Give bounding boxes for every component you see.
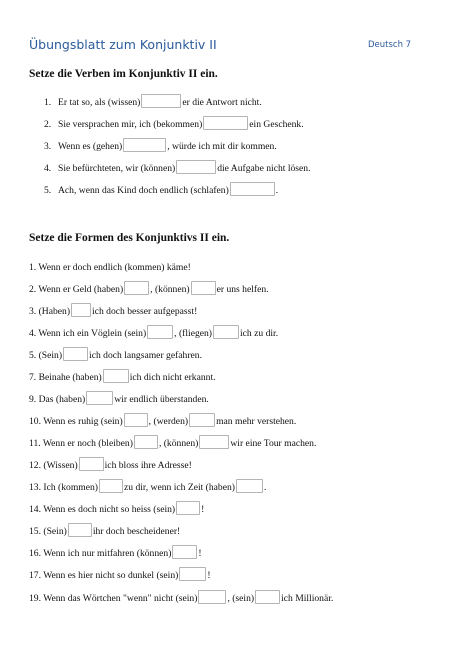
sentence-fragment: Ach, wenn das Kind doch endlich (schlafen) xyxy=(58,185,229,196)
exercise-sentence xyxy=(29,590,333,604)
sentence-fragment: ich doch besser aufgepasst! xyxy=(92,306,198,317)
exercise-number: 3. xyxy=(44,141,52,152)
sentence-fragment: , würde ich mit dir kommen. xyxy=(167,141,277,152)
sentence-fragment: ! xyxy=(201,504,205,515)
exercise-sentence xyxy=(29,281,269,295)
exercise-item xyxy=(0,138,474,154)
exercise-sentence xyxy=(29,457,192,471)
answer-blank[interactable] xyxy=(71,303,91,317)
sentence-fragment: man mehr verstehen. xyxy=(216,416,297,427)
exercise-item xyxy=(29,391,469,407)
sentence-fragment: , (werden) xyxy=(148,416,189,427)
sentence-fragment: ich bloss ihre Adresse! xyxy=(104,460,192,471)
sentence-fragment: 19. Wenn das Wörtchen "wenn" nicht (sein) xyxy=(29,593,198,604)
exercise-item xyxy=(29,303,469,319)
class-label: Deutsch 7 xyxy=(368,40,412,50)
exercise-sentence xyxy=(29,435,316,449)
exercise-sentence xyxy=(29,523,180,537)
exercise-sentence xyxy=(58,160,310,174)
answer-blank[interactable] xyxy=(141,94,181,108)
exercise-item xyxy=(0,160,474,176)
answer-blank[interactable] xyxy=(68,523,92,537)
exercise-item xyxy=(29,347,469,363)
answer-blank[interactable] xyxy=(176,501,200,515)
sentence-fragment: 1. Wenn er doch endlich (kommen) käme! xyxy=(29,262,191,273)
answer-blank[interactable] xyxy=(124,281,149,295)
answer-blank[interactable] xyxy=(198,590,226,604)
answer-blank[interactable] xyxy=(147,325,173,339)
sentence-fragment: zu dir, wenn ich Zeit (haben) xyxy=(124,482,235,493)
answer-blank[interactable] xyxy=(99,479,123,493)
sentence-fragment: 11. Wenn er noch (bleiben) xyxy=(29,438,133,449)
exercise-item xyxy=(29,457,469,473)
exercise-number: 2. xyxy=(44,119,52,130)
exercise-item xyxy=(0,94,474,110)
answer-blank[interactable] xyxy=(86,391,113,405)
exercise-sentence xyxy=(58,116,304,130)
answer-blank[interactable] xyxy=(172,545,197,559)
answer-blank[interactable] xyxy=(203,116,248,130)
sentence-fragment: , (sein) xyxy=(227,593,255,604)
exercise-item xyxy=(29,501,469,517)
sentence-fragment: 9. Das (haben) xyxy=(29,394,86,405)
exercise-item xyxy=(29,479,469,495)
sentence-fragment: Er tat so, als (wissen) xyxy=(58,97,141,108)
sentence-fragment: Wenn es (gehen) xyxy=(58,141,123,152)
exercise-item xyxy=(29,281,469,297)
exercise-sentence xyxy=(29,262,191,273)
sentence-fragment: . xyxy=(275,185,279,196)
sentence-fragment: ich Millionär. xyxy=(281,593,334,604)
exercise-number: 1. xyxy=(44,97,52,108)
exercise-sentence xyxy=(58,138,277,152)
sentence-fragment: wir endlich überstanden. xyxy=(114,394,209,405)
sentence-fragment: ich doch langsamer gefahren. xyxy=(89,350,202,361)
sentence-fragment: . xyxy=(263,482,267,493)
sentence-fragment: ein Geschenk. xyxy=(249,119,304,130)
answer-blank[interactable] xyxy=(199,435,229,449)
exercise-sentence xyxy=(58,182,278,196)
sentence-fragment: , (können) xyxy=(158,438,199,449)
sentence-fragment: 3. (Haben) xyxy=(29,306,71,317)
answer-blank[interactable] xyxy=(189,413,215,427)
exercise-sentence xyxy=(29,347,202,361)
sentence-fragment: 12. (Wissen) xyxy=(29,460,78,471)
exercise-number: 5. xyxy=(44,185,52,196)
sentence-fragment: ich dich nicht erkannt. xyxy=(129,372,216,383)
worksheet-title: Übungsblatt zum Konjunktiv II xyxy=(29,37,217,52)
sentence-fragment: Sie versprachen mir, ich (bekommen) xyxy=(58,119,203,130)
answer-blank[interactable] xyxy=(230,182,275,196)
exercise-item xyxy=(29,567,469,583)
sentence-fragment: ich zu dir. xyxy=(240,328,279,339)
sentence-fragment: 2. Wenn er Geld (haben) xyxy=(29,284,124,295)
answer-blank[interactable] xyxy=(134,435,158,449)
sentence-fragment: die Aufgabe nicht lösen. xyxy=(217,163,311,174)
sentence-fragment: 16. Wenn ich nur mitfahren (können) xyxy=(29,548,172,559)
sentence-fragment: ! xyxy=(198,548,202,559)
sentence-fragment: 13. Ich (kommen) xyxy=(29,482,99,493)
exercise-item xyxy=(29,413,469,429)
exercise-item xyxy=(29,523,469,539)
answer-blank[interactable] xyxy=(236,479,263,493)
answer-blank[interactable] xyxy=(176,160,216,174)
exercise-sentence xyxy=(29,369,216,383)
exercise-sentence xyxy=(29,501,204,515)
answer-blank[interactable] xyxy=(103,369,129,383)
exercise-sentence xyxy=(58,94,262,108)
exercise-sentence xyxy=(29,391,209,405)
answer-blank[interactable] xyxy=(255,590,280,604)
answer-blank[interactable] xyxy=(191,281,216,295)
section-heading-2: Setze die Formen des Konjunktivs II ein. xyxy=(29,232,230,244)
exercise-sentence xyxy=(29,479,266,493)
exercise-item xyxy=(0,116,474,132)
exercise-sentence xyxy=(29,303,197,317)
section-heading-1: Setze die Verben im Konjunktiv II ein. xyxy=(29,68,218,80)
sentence-fragment: , (fliegen) xyxy=(174,328,212,339)
exercise-item xyxy=(29,369,469,385)
exercise-sentence xyxy=(29,545,202,559)
exercise-item xyxy=(0,182,474,198)
exercise-sentence xyxy=(29,567,211,581)
sentence-fragment: 10. Wenn es ruhig (sein) xyxy=(29,416,123,427)
sentence-fragment: 5. (Sein) xyxy=(29,350,63,361)
exercise-item xyxy=(29,325,469,341)
exercise-item xyxy=(29,259,469,275)
sentence-fragment: wir eine Tour machen. xyxy=(230,438,317,449)
exercise-sentence xyxy=(29,413,296,427)
exercise-item xyxy=(29,590,469,606)
sentence-fragment: er uns helfen. xyxy=(216,284,269,295)
sentence-fragment: ihr doch bescheidener! xyxy=(92,526,181,537)
exercise-sentence xyxy=(29,325,278,339)
sentence-fragment: 4. Wenn ich ein Vöglein (sein) xyxy=(29,328,147,339)
sentence-fragment: 14. Wenn es doch nicht so heiss (sein) xyxy=(29,504,176,515)
sentence-fragment: , (können) xyxy=(150,284,190,295)
exercise-number: 4. xyxy=(44,163,52,174)
sentence-fragment: ! xyxy=(207,570,211,581)
sentence-fragment: 7. Beinahe (haben) xyxy=(29,372,102,383)
answer-blank[interactable] xyxy=(179,567,206,581)
answer-blank[interactable] xyxy=(63,347,88,361)
sentence-fragment: Sie befürchteten, wir (können) xyxy=(58,163,176,174)
sentence-fragment: er die Antwort nicht. xyxy=(182,97,262,108)
sentence-fragment: 15. (Sein) xyxy=(29,526,67,537)
answer-blank[interactable] xyxy=(123,138,166,152)
exercise-item xyxy=(29,545,469,561)
answer-blank[interactable] xyxy=(79,457,104,471)
answer-blank[interactable] xyxy=(213,325,239,339)
exercise-item xyxy=(29,435,469,451)
sentence-fragment: 17. Wenn es hier nicht so dunkel (sein) xyxy=(29,570,179,581)
answer-blank[interactable] xyxy=(124,413,148,427)
